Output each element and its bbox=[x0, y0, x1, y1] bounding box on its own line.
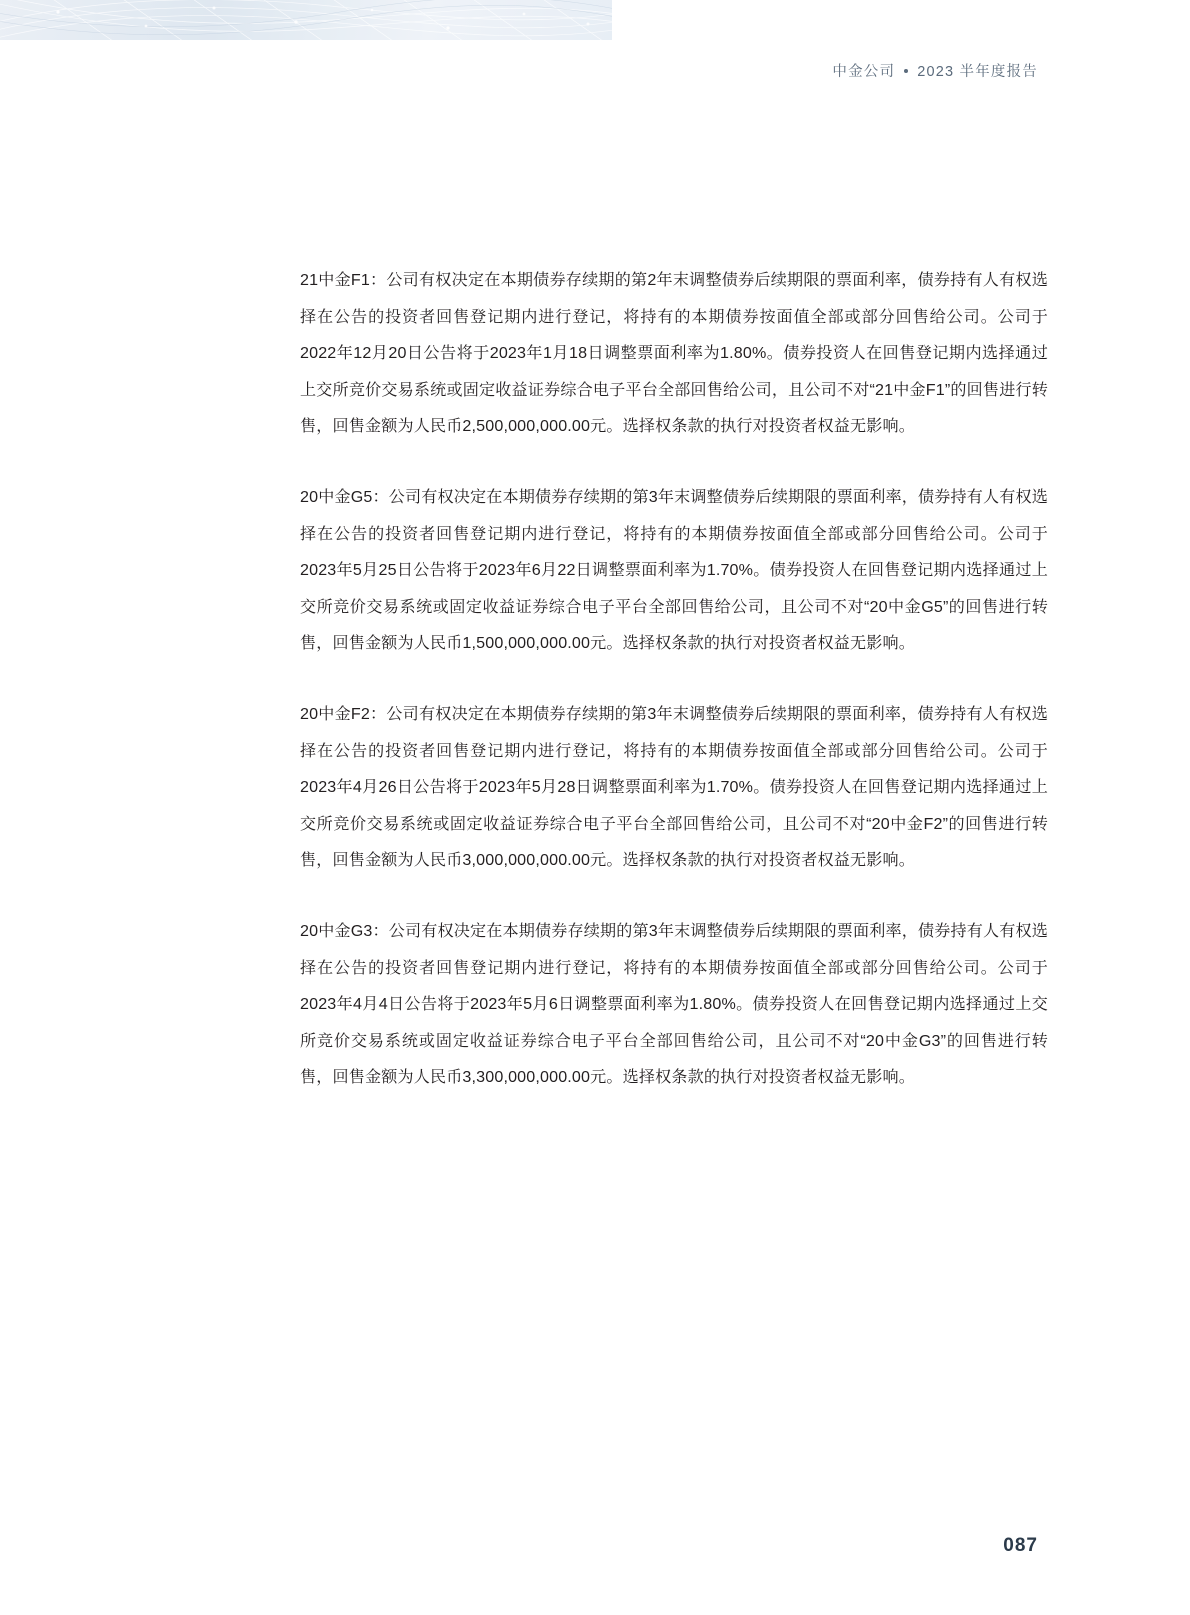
paragraph-20zhongjin-g5: 20中金G5：公司有权决定在本期债券存续期的第3年末调整债券后续期限的票面利率，债券持有人有权选择在公告的投资者回售登记期内进行登记，将持有的本期债券按面值全部或部分回售给公司。公司于2023年5月25日公告将于2023年6月22日调整票面利率为1.70%。债券投资人在回售登记期内选择通过上交所竞价交易系统或固定收益证券综合电子平台全部回售给公司，且公司不对“20中金G5”的回售进行转售，回售金额为人民币1,500,000,000.00元。选择权条款的执行对投资者权益无影响。 bbox=[300, 487, 1048, 653]
running-head-report: 2023 半年度报告 bbox=[917, 64, 1038, 80]
page-number: 087 bbox=[1003, 1535, 1038, 1556]
running-head bbox=[832, 60, 1038, 81]
paragraph-20zhongjin-f2: 20中金F2：公司有权决定在本期债券存续期的第3年末调整债券后续期限的票面利率，债券持有人有权选择在公告的投资者回售登记期内进行登记，将持有的本期债券按面值全部或部分回售给公司。公司于2023年4月26日公告将于2023年5月28日调整票面利率为1.70%。债券投资人在回售登记期内选择通过上交所竞价交易系统或固定收益证券综合电子平台全部回售给公司，且公司不对“20中金F2”的回售进行转售，回售金额为人民币3,000,000,000.00元。选择权条款的执行对投资者权益无影响。 bbox=[300, 704, 1048, 870]
paragraph-21zhongjin-f1: 21中金F1：公司有权决定在本期债券存续期的第2年末调整债券后续期限的票面利率，债券持有人有权选择在公告的投资者回售登记期内进行登记，将持有的本期债券按面值全部或部分回售给公司。公司于2022年12月20日公告将于2023年1月18日调整票面利率为1.80%。债券投资人在回售登记期内选择通过上交所竞价交易系统或固定收益证券综合电子平台全部回售给公司，且公司不对“21中金F1”的回售进行转售，回售金额为人民币2,500,000,000.00元。选择权条款的执行对投资者权益无影响。 bbox=[300, 271, 1048, 436]
body-content bbox=[300, 262, 1048, 1096]
paragraph-20zhongjin-g3: 20中金G3：公司有权决定在本期债券存续期的第3年末调整债券后续期限的票面利率，债券持有人有权选择在公告的投资者回售登记期内进行登记，将持有的本期债券按面值全部或部分回售给公司。公司于2023年4月4日公告将于2023年5月6日调整票面利率为1.80%。债券投资人在回售登记期内选择通过上交所竞价交易系统或固定收益证券综合电子平台全部回售给公司，且公司不对“20中金G3”的回售进行转售，回售金额为人民币3,300,000,000.00元。选择权条款的执行对投资者权益无影响。 bbox=[300, 921, 1048, 1087]
bullet-separator-icon bbox=[904, 69, 908, 73]
decorative-header-band bbox=[0, 0, 612, 40]
band-network-graphic bbox=[0, 0, 612, 40]
running-head-company: 中金公司 bbox=[832, 64, 896, 80]
